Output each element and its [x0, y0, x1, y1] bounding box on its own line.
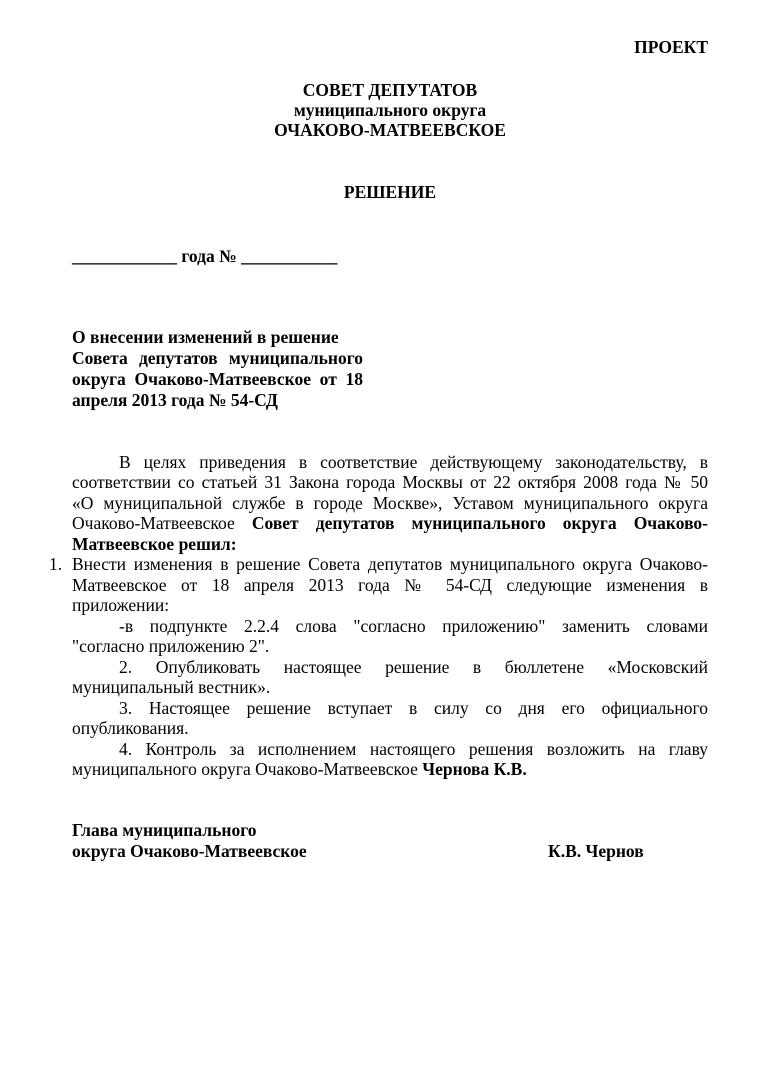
- resolution-phrase-end: Матвеевское решил:: [72, 533, 237, 554]
- resolution-phrase: Совет депутатов муниципального округа Очаково-: [251, 513, 709, 534]
- decision-body: [49, 452, 709, 780]
- item-2-line: муниципальный вестник».: [72, 677, 271, 698]
- issuer-line-2: муниципального округа: [293, 100, 487, 120]
- item-3-line: опубликования.: [72, 718, 189, 739]
- title-line: округа Очаково-Матвеевское от 18: [72, 369, 363, 389]
- item-1-change-line: "согласно приложению 2".: [72, 636, 270, 657]
- title-line: апреля 2013 года № 54-СД: [72, 390, 278, 410]
- preamble-text: Очаково-Матвеевское: [72, 513, 252, 534]
- item-4-text: муниципального округа Очаково-Матвеевское: [72, 759, 423, 780]
- signatory-name: К.В. Чернов: [548, 841, 644, 861]
- item-1-number: 1.: [49, 554, 63, 575]
- item-1-line: приложении:: [72, 595, 170, 616]
- item-1-line: [49, 554, 708, 575]
- item-2-line: 2. Опубликовать настоящее решение в бюллетене «Московский: [119, 656, 708, 677]
- responsible-person: Чернова К.В.: [422, 759, 527, 780]
- signature-position-line: округа Очаково-Матвеевское: [72, 841, 307, 861]
- date-number-line: ____________ года № ___________: [72, 246, 338, 266]
- item-4-line: 4. Контроль за исполнением настоящего решения возложить на главу: [119, 738, 708, 759]
- draft-stamp: ПРОЕКТ: [634, 37, 708, 57]
- item-1-change-line: -в подпункте 2.2.4 слова "согласно приложению" заменить словами: [119, 615, 708, 636]
- title-line: Совета депутатов муниципального: [72, 348, 363, 368]
- item-1-text: Внести изменения в решение Совета депутатов муниципального округа Очаково-: [72, 554, 708, 575]
- title-line: О внесении изменений в решение: [72, 327, 339, 347]
- signature-position-line: Глава муниципального: [72, 820, 257, 840]
- item-4-line: [72, 759, 708, 779]
- preamble-line: соответствии со статьей 31 Закона города Москвы от 22 октября 2008 года № 50: [72, 472, 708, 493]
- item-3-line: 3. Настоящее решение вступает в силу со дня его официального: [119, 697, 708, 718]
- preamble-line: «О муниципальной службе в городе Москве», Уставом муниципального округа: [72, 492, 708, 513]
- document-title: [72, 327, 363, 411]
- preamble-line: [72, 513, 708, 533]
- signature-position: [72, 820, 307, 862]
- issuer-line-1: СОВЕТ ДЕПУТАТОВ: [302, 80, 478, 100]
- issuer-line-3: ОЧАКОВО-МАТВЕЕВСКОЕ: [274, 120, 506, 140]
- document-type: РЕШЕНИЕ: [343, 182, 437, 202]
- preamble-line: В целях приведения в соответствие действующему законодательству, в: [119, 452, 708, 472]
- issuer-header: [72, 80, 708, 140]
- item-1-line: Матвеевское от 18 апреля 2013 года № 54-СД следующие изменения в: [72, 574, 708, 595]
